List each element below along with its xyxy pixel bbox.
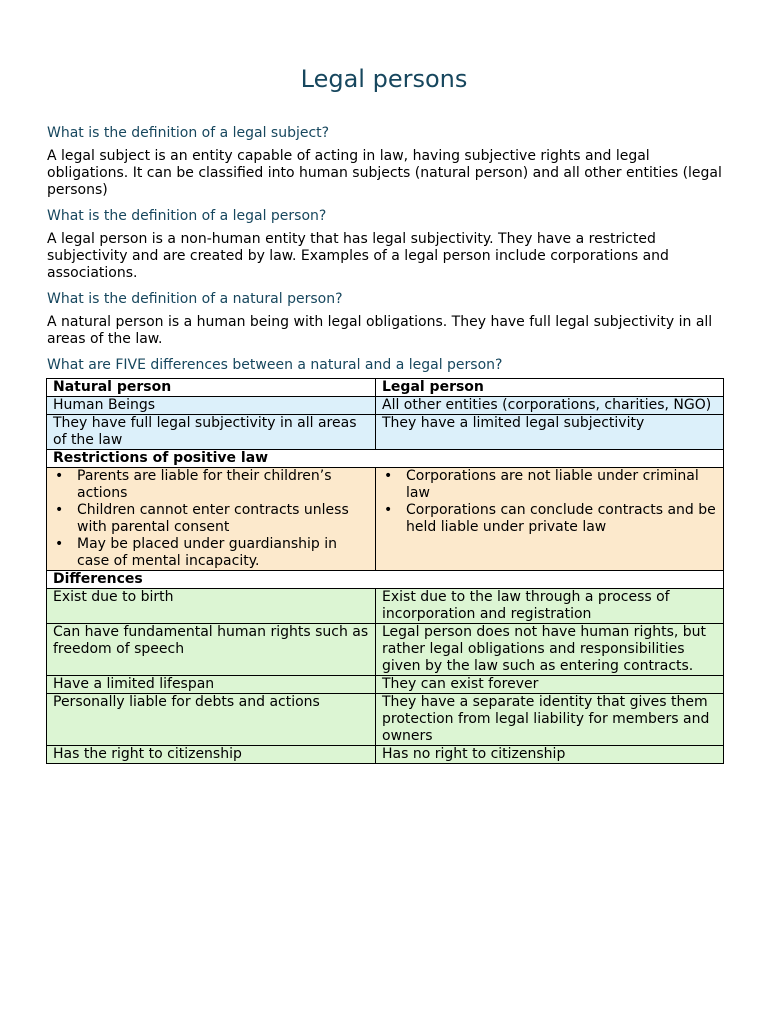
answer-natural-person: A natural person is a human being with legal obligations. They have full legal subjectivity in all areas of the law. <box>47 314 713 347</box>
table-header-row <box>47 379 724 397</box>
table-row <box>47 746 724 764</box>
table-cell: Has the right to citizenship <box>47 746 376 764</box>
table-cell: Has no right to citizenship <box>376 746 724 764</box>
header-legal-person: Legal person <box>376 379 724 397</box>
table-cell: Have a limited lifespan <box>47 676 376 694</box>
bullet-list <box>53 468 369 570</box>
list-item: • Corporations are not liable under criminal law <box>406 468 717 502</box>
table-cell: They have a limited legal subjectivity <box>376 415 724 450</box>
table-cell: They can exist forever <box>376 676 724 694</box>
section-label-restrictions: Restrictions of positive law <box>47 450 724 468</box>
table-cell: They have a separate identity that gives them protection from legal liability for members and owners <box>376 694 724 746</box>
page-title: Legal persons <box>300 65 468 93</box>
section-label-differences: Differences <box>47 571 724 589</box>
list-item: • Children cannot enter contracts unless with parental consent <box>77 502 369 536</box>
table-row <box>47 676 724 694</box>
header-natural-person: Natural person <box>47 379 376 397</box>
question-legal-person: What is the definition of a legal person? <box>47 208 327 224</box>
table-cell: Exist due to birth <box>47 589 376 624</box>
table-cell: They have full legal subjectivity in all areas of the law <box>47 415 376 450</box>
section-row-differences <box>47 571 724 589</box>
table-cell: Human Beings <box>47 397 376 415</box>
table-cell: All other entities (corporations, charities, NGO) <box>376 397 724 415</box>
table-row <box>47 624 724 676</box>
question-five-differences: What are FIVE differences between a natural and a legal person? <box>47 357 503 373</box>
table-row <box>47 694 724 746</box>
table-row <box>47 468 724 571</box>
list-item: • May be placed under guardianship in case of mental incapacity. <box>77 536 369 570</box>
table-row <box>47 415 724 450</box>
list-item: • Corporations can conclude contracts and be held liable under private law <box>406 502 717 536</box>
table-cell: Can have fundamental human rights such as freedom of speech <box>47 624 376 676</box>
table-cell: Exist due to the law through a process of incorporation and registration <box>376 589 724 624</box>
list-item: • Parents are liable for their children’s actions <box>77 468 369 502</box>
comparison-table <box>46 378 724 764</box>
table-cell <box>376 468 724 571</box>
table-row <box>47 589 724 624</box>
table-cell: Legal person does not have human rights, but rather legal obligations and responsibilities given by the law such as entering contracts. <box>376 624 724 676</box>
bullet-list <box>382 468 717 536</box>
table-cell <box>47 468 376 571</box>
answer-legal-subject: A legal subject is an entity capable of acting in law, having subjective rights and legal obligations. It can be classified into human subjects (natural person) and all other entities (legal persons) <box>47 148 722 198</box>
question-natural-person: What is the definition of a natural person? <box>47 291 343 307</box>
table-cell: Personally liable for debts and actions <box>47 694 376 746</box>
answer-legal-person: A legal person is a non-human entity that has legal subjectivity. They have a restricted subjectivity and are created by law. Examples of a legal person include corporations and associations. <box>47 231 669 281</box>
section-row-restrictions <box>47 450 724 468</box>
question-legal-subject: What is the definition of a legal subject? <box>47 125 330 141</box>
table-row <box>47 397 724 415</box>
